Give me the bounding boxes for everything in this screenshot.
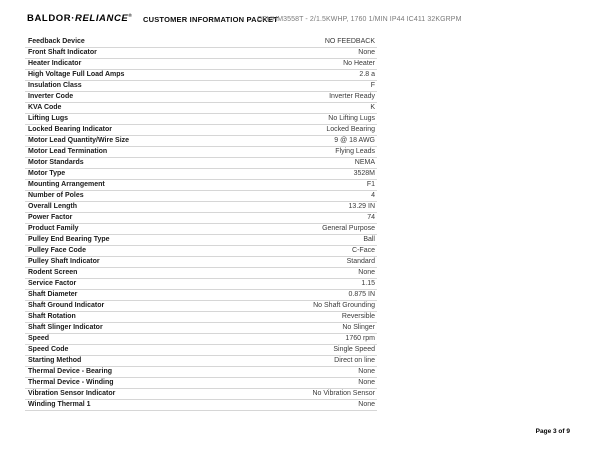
spec-value: NEMA (354, 159, 375, 166)
table-row (25, 389, 377, 400)
spec-label: High Voltage Full Load Amps (28, 71, 125, 78)
spec-value: Flying Leads (335, 148, 375, 155)
baldor-reliance-logo (27, 13, 132, 24)
spec-value: 1760 rpm (345, 335, 375, 342)
spec-label: Pulley End Bearing Type (28, 236, 110, 243)
spec-value: C-Face (352, 247, 375, 254)
registered-trademark-icon: ® (128, 13, 132, 18)
spec-value: No Slinger (342, 324, 375, 331)
spec-label: Shaft Slinger Indicator (28, 324, 103, 331)
spec-label: Heater Indicator (28, 60, 82, 67)
spec-value: Ball (363, 236, 375, 243)
table-row (25, 180, 377, 191)
table-row (25, 257, 377, 268)
table-row (25, 345, 377, 356)
spec-value: No Heater (343, 60, 375, 67)
brand-separator: · (71, 13, 76, 25)
spec-value: 3528M (353, 170, 375, 177)
table-row (25, 169, 377, 180)
spec-value: None (358, 49, 375, 56)
spec-label: Motor Standards (28, 159, 84, 166)
table-row (25, 103, 377, 114)
table-row (25, 147, 377, 158)
spec-value: No Vibration Sensor (312, 390, 375, 397)
spec-label: Vibration Sensor Indicator (28, 390, 116, 397)
spec-value: Inverter Ready (329, 93, 375, 100)
product-description: CEUHM3558T - 2/1.5KWHP, 1760 1/MIN IP44 IC411 32KGRPM (257, 15, 462, 23)
table-row (25, 59, 377, 70)
spec-label: Number of Poles (28, 192, 84, 199)
spec-label: Shaft Rotation (28, 313, 76, 320)
page-number: Page 3 of 9 (535, 428, 570, 435)
spec-value: None (358, 379, 375, 386)
spec-value: K (370, 104, 375, 111)
spec-value: None (358, 401, 375, 408)
spec-label: KVA Code (28, 104, 62, 111)
spec-label: Thermal Device - Bearing (28, 368, 113, 375)
spec-label: Winding Thermal 1 (28, 401, 91, 408)
table-row (25, 301, 377, 312)
table-row (25, 191, 377, 202)
spec-value: None (358, 368, 375, 375)
spec-value: No Shaft Grounding (313, 302, 375, 309)
table-row (25, 290, 377, 301)
spec-value: 2.8 a (359, 71, 375, 78)
table-row (25, 114, 377, 125)
table-row (25, 268, 377, 279)
spec-label: Motor Lead Quantity/Wire Size (28, 137, 130, 144)
table-row (25, 400, 377, 411)
spec-value: NO FEEDBACK (324, 38, 375, 45)
table-row (25, 92, 377, 103)
page-header (0, 0, 600, 30)
spec-label: Rodent Screen (28, 269, 78, 276)
table-row (25, 213, 377, 224)
spec-value: None (358, 269, 375, 276)
table-row (25, 158, 377, 169)
spec-label: Shaft Ground Indicator (28, 302, 105, 309)
spec-label: Lifting Lugs (28, 115, 69, 122)
spec-label: Shaft Diameter (28, 291, 78, 298)
spec-label: Motor Lead Termination (28, 148, 108, 155)
spec-label: Front Shaft Indicator (28, 49, 97, 56)
spec-label: Pulley Face Code (28, 247, 86, 254)
table-row (25, 70, 377, 81)
spec-value: Single Speed (333, 346, 375, 353)
table-row (25, 323, 377, 334)
document-title: CUSTOMER INFORMATION PACKET (143, 15, 278, 24)
table-row (25, 356, 377, 367)
spec-value: Standard (346, 258, 375, 265)
spec-label: Product Family (28, 225, 79, 232)
spec-label: Inverter Code (28, 93, 74, 100)
table-row (25, 246, 377, 257)
spec-value: 74 (367, 214, 375, 221)
table-row (25, 334, 377, 345)
table-row (25, 37, 377, 48)
spec-value: 0.875 IN (348, 291, 375, 298)
table-row (25, 378, 377, 389)
spec-label: Overall Length (28, 203, 78, 210)
spec-value: Direct on line (334, 357, 375, 364)
spec-label: Feedback Device (28, 38, 85, 45)
spec-label: Locked Bearing Indicator (28, 126, 113, 133)
spec-value: No Lifting Lugs (328, 115, 375, 122)
spec-value: 9 @ 18 AWG (334, 137, 375, 144)
spec-label: Insulation Class (28, 82, 82, 89)
spec-table (25, 37, 377, 411)
spec-label: Service Factor (28, 280, 77, 287)
table-row (25, 81, 377, 92)
spec-label: Motor Type (28, 170, 66, 177)
spec-value: Locked Bearing (326, 126, 375, 133)
table-row (25, 279, 377, 290)
spec-label: Power Factor (28, 214, 73, 221)
spec-value: 4 (371, 192, 375, 199)
spec-value: General Purpose (322, 225, 375, 232)
spec-label: Speed (28, 335, 50, 342)
table-row (25, 136, 377, 147)
table-row (25, 367, 377, 378)
spec-value: F1 (366, 181, 375, 188)
spec-value: 1.15 (361, 280, 375, 287)
spec-label: Thermal Device - Winding (28, 379, 114, 386)
table-row (25, 202, 377, 213)
spec-label: Mounting Arrangement (28, 181, 105, 188)
spec-label: Starting Method (28, 357, 82, 364)
brand-part2: RELIANCE (75, 13, 129, 25)
spec-value: Reversible (341, 313, 375, 320)
spec-label: Pulley Shaft Indicator (28, 258, 100, 265)
spec-label: Speed Code (28, 346, 69, 353)
brand-part1: BALDOR (27, 13, 72, 25)
table-row (25, 48, 377, 59)
table-row (25, 224, 377, 235)
spec-value: F (370, 82, 375, 89)
table-row (25, 312, 377, 323)
spec-value: 13.29 IN (348, 203, 375, 210)
table-row (25, 125, 377, 136)
table-row (25, 235, 377, 246)
